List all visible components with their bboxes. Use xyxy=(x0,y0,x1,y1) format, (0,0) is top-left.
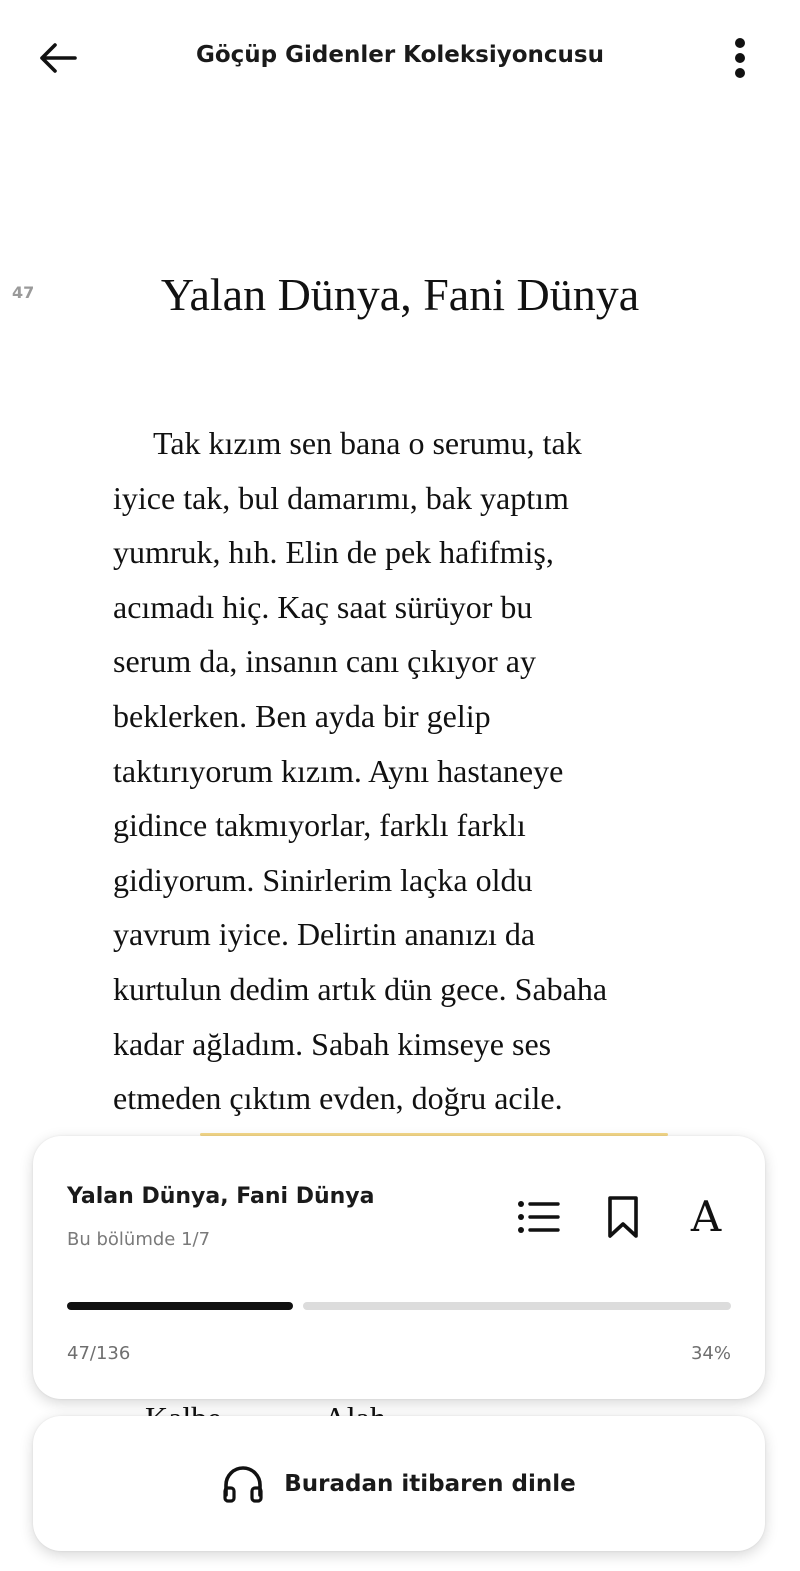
top-bar xyxy=(0,0,800,116)
book-title: Göçüp Gidenler Koleksiyoncusu xyxy=(195,42,604,68)
progress-bar-fill xyxy=(67,1302,293,1310)
reading-text[interactable] xyxy=(113,416,693,1126)
list-icon xyxy=(517,1199,561,1235)
text-line: kurtulun dedim artık dün gece. Sabaha xyxy=(113,970,608,1007)
font-settings-button[interactable] xyxy=(679,1190,733,1244)
bookmark-button[interactable] xyxy=(596,1190,650,1244)
page-number: 47 xyxy=(12,283,35,302)
page-count: 47/136 xyxy=(67,1343,131,1364)
chapter-title: Yalan Dünya, Fani Dünya xyxy=(160,269,640,320)
text-line: Tak kızım sen bana o serumu, tak xyxy=(153,425,582,461)
progress-bar[interactable] xyxy=(67,1302,731,1310)
progress-bar-remaining xyxy=(303,1302,731,1310)
chapter-progress-label: Bu bölümde 1/7 xyxy=(67,1229,211,1250)
panel-chapter-title: Yalan Dünya, Fani Dünya xyxy=(67,1184,375,1209)
text-line: yavrum iyice. Delirtin ananızı da xyxy=(113,916,536,953)
text-line: gidiyorum. Sinirlerim laçka oldu xyxy=(113,861,533,898)
reading-progress-panel xyxy=(33,1136,765,1399)
text-line: taktırıyorum kızım. Aynı hastaneye xyxy=(113,752,564,789)
text-line: beklerken. Ben ayda bir gelip xyxy=(113,697,491,734)
bookmark-icon xyxy=(606,1195,640,1239)
listen-label: Buradan itibaren dinle xyxy=(284,1470,576,1497)
text-line: iyice tak, bul damarımı, bak yaptım xyxy=(113,479,569,516)
more-options-button[interactable] xyxy=(712,30,768,86)
headphones-icon xyxy=(222,1465,264,1503)
back-button[interactable] xyxy=(30,30,86,86)
arrow-left-icon xyxy=(38,42,78,74)
table-of-contents-button[interactable] xyxy=(512,1190,566,1244)
listen-from-here-button[interactable] xyxy=(33,1416,765,1551)
text-line: serum da, insanın canı çıkıyor ay xyxy=(113,643,536,680)
text-line: kadar ağladım. Sabah kimseye ses xyxy=(113,1025,552,1062)
text-line: gidince takmıyorlar, farklı farklı xyxy=(113,807,526,844)
text-line: acımadı hiç. Kaç saat sürüyor bu xyxy=(113,588,533,625)
more-vertical-icon xyxy=(733,37,747,79)
text-line: yumruk, hıh. Elin de pek hafifmiş, xyxy=(113,534,554,571)
font-size-icon: A xyxy=(690,1192,722,1241)
text-line: etmeden çıktım evden, doğru acile. xyxy=(113,1080,563,1117)
progress-percent: 34% xyxy=(690,1343,731,1364)
